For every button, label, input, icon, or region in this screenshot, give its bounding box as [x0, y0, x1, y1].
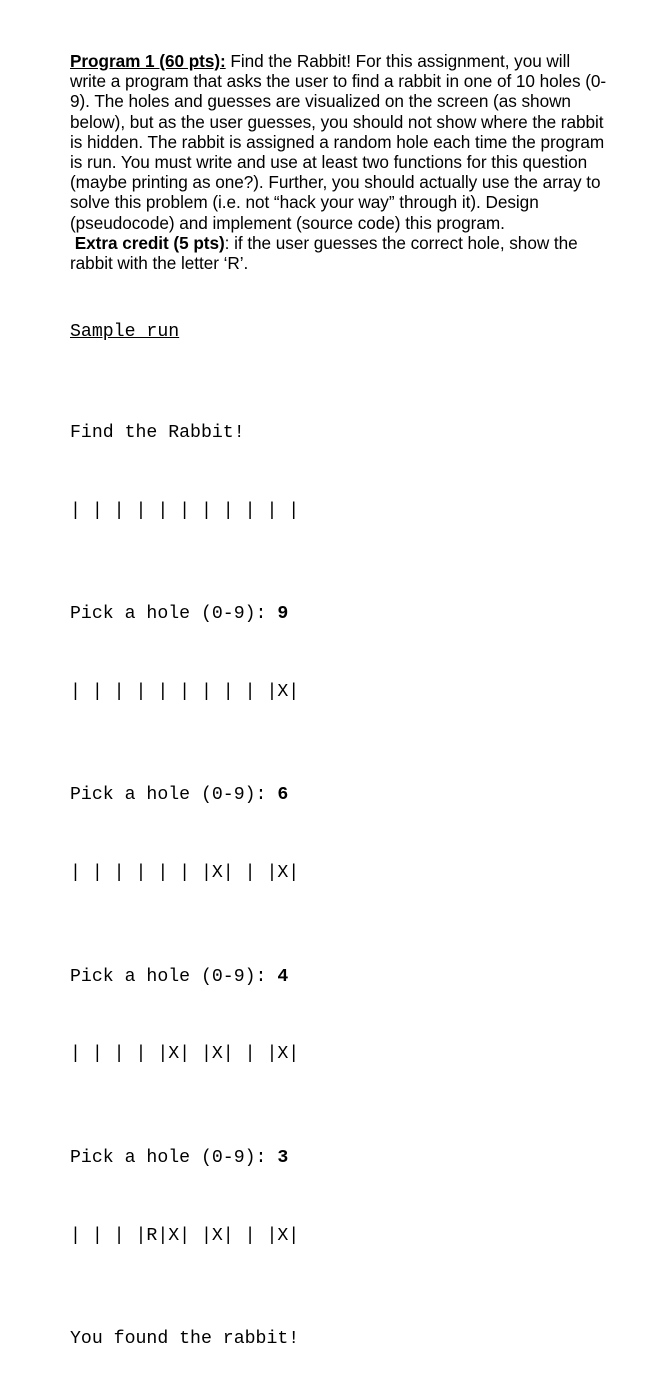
program-title: Find the Rabbit!	[70, 422, 245, 443]
prompt-text: Pick a hole (0-9):	[70, 1148, 278, 1169]
initial-board: | | | | | | | | | | |	[70, 500, 300, 521]
sample-run-heading: Sample run	[70, 322, 180, 342]
assignment-text	[70, 51, 610, 273]
prompt-line	[70, 602, 299, 628]
guess-value: 6	[277, 785, 289, 806]
board-line: | | | | |X| |X| | |X|	[70, 1044, 300, 1065]
prompt-line	[70, 965, 299, 991]
prompt-line	[70, 783, 299, 809]
board-line: | | | |R|X| |X| | |X|	[70, 1225, 300, 1246]
extra-credit-paragraph	[70, 233, 610, 273]
result-message: You found the rabbit!	[70, 1329, 300, 1350]
board-line: | | | | | | | | | |X|	[70, 681, 300, 702]
prompt-text: Pick a hole (0-9):	[70, 604, 278, 625]
board-line: | | | | | | |X| | |X|	[70, 863, 300, 884]
guess-value: 4	[277, 966, 289, 987]
assignment-paragraph	[70, 51, 610, 233]
guess-value: 9	[277, 604, 289, 625]
sample-run-output	[70, 369, 299, 1379]
prompt-text: Pick a hole (0-9):	[70, 966, 278, 987]
prompt-text: Pick a hole (0-9):	[70, 785, 278, 806]
prompt-line	[70, 1146, 299, 1172]
assignment-description: Find the Rabbit! For this assignment, you will write a program that asks the user to find a rabbit in one of 10 holes (0-9). The holes and guesses are visualized on the screen (as shown below), but as the user guesses, you should not show where the rabbit is hidden. The rabbit is assigned a random hole each time the program is run. You must write and use at least two functions for this question (maybe printing as one?). Further, you should actually use the array to solve this problem (i.e. not “hack your way” through it). Design (pseudocode) and implement (source code) this program.	[70, 51, 607, 233]
extra-credit-text: : if the user guesses the correct hole, show the rabbit with the letter ‘R’.	[70, 232, 578, 274]
guess-value: 3	[277, 1148, 289, 1169]
extra-credit-label: Extra credit (5 pts)	[74, 232, 225, 253]
assignment-heading: Program 1 (60 pts):	[70, 51, 226, 71]
